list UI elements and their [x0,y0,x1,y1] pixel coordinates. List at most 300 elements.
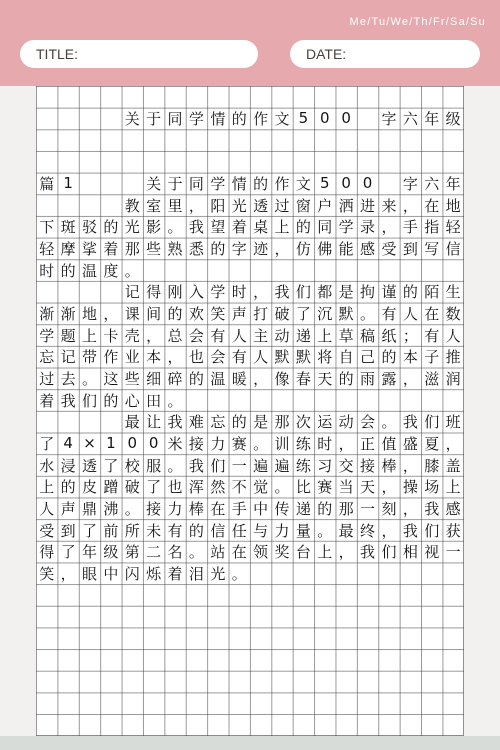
grid-cell [229,129,250,151]
grid-cell [400,693,421,715]
grid-cell: 着 [39,391,55,410]
grid-cell: 。 [188,543,204,562]
grid-cell [79,584,100,606]
grid-cell: 将 [317,348,333,367]
grid-cell: 站 [210,543,226,562]
grid-cell: 在 [231,543,247,562]
grid-cell [357,259,378,281]
grid-cell: 忘 [210,413,226,432]
grid-cell: 也 [188,348,204,367]
essay-line [36,259,464,281]
grid-cell: 光 [124,218,140,237]
grid-cell: 。 [167,218,183,237]
grid-cell: 台 [295,543,311,562]
grid-cell [335,129,356,151]
grid-cell: 不 [231,478,247,497]
grid-cell [164,628,185,650]
grid-cell: 洒 [338,196,354,215]
essay-line [36,281,464,303]
grid-cell: 光 [210,564,226,583]
grid-cell: 数 [445,304,461,323]
grid-cell: 己 [360,348,376,367]
grid-cell [207,628,228,650]
grid-cell: 六 [424,174,440,193]
grid-cell [442,563,463,585]
grid-cell [229,86,250,108]
grid-cell [100,714,121,736]
grid-cell [143,671,164,693]
grid-cell: ， [445,434,461,453]
essay-line [36,389,464,411]
grid-cell [100,129,121,151]
grid-cell: 二 [146,543,162,562]
grid-cell: 悉 [188,239,204,258]
grid-cell [378,649,399,671]
grid-cell: 眼 [81,564,97,583]
grid-cell: ， [274,239,290,258]
grid-cell [79,151,100,173]
grid-cell: 露 [381,369,397,388]
grid-cell: 0 [341,109,351,128]
grid-cell: 的 [253,174,269,193]
grid-cell: 最 [338,521,354,540]
grid-cell [250,129,271,151]
grid-cell [293,259,314,281]
grid-cell: 摩 [60,239,76,258]
grid-cell [378,563,399,585]
grid-cell [143,86,164,108]
grid-cell [57,628,78,650]
grid-cell [335,693,356,715]
grid-cell: ， [381,218,397,237]
grid-cell: 轻 [445,218,461,237]
grid-cell [164,649,185,671]
grid-cell: 推 [445,348,461,367]
grid-cell: 字 [381,109,397,128]
grid-cell: 的 [210,239,226,258]
grid-cell: 是 [253,413,269,432]
grid-cell [335,389,356,411]
grid-cell: 0 [362,174,373,193]
grid-cell [314,563,335,585]
grid-cell: 人 [445,326,461,345]
grid-cell: 字 [402,174,418,193]
grid-cell: 课 [124,304,140,323]
grid-cell [79,86,100,108]
grid-cell: 服 [146,456,162,475]
grid-cell: 动 [338,413,354,432]
grid-cell [335,563,356,585]
grid-cell [186,649,207,671]
grid-cell [442,259,463,281]
grid-cell [100,281,121,303]
grid-cell: 透 [253,196,269,215]
grid-cell: 声 [231,304,247,323]
grid-cell [143,714,164,736]
grid-cell: ， [338,434,354,453]
grid-cell: 。 [124,499,140,518]
grid-cell: 操 [402,478,418,497]
grid-cell [400,129,421,151]
grid-cell: 。 [167,391,183,410]
grid-cell: 们 [295,283,311,302]
grid-cell: 同 [317,218,333,237]
grid-cell [186,151,207,173]
grid-cell: 前 [103,521,119,540]
grid-cell: 我 [360,543,376,562]
grid-cell [79,649,100,671]
grid-cell [122,628,143,650]
grid-cell [335,714,356,736]
grid-cell: 校 [124,456,140,475]
grid-cell: 训 [274,434,290,453]
grid-cell: 得 [39,543,55,562]
grid-cell [36,649,57,671]
grid-cell [271,714,292,736]
grid-cell: 碎 [167,369,183,388]
grid-cell: 笑 [210,304,226,323]
grid-cell [100,411,121,433]
essay-line [36,173,464,195]
grid-cell: 卡 [103,326,119,345]
grid-cell [378,259,399,281]
grid-cell: 。 [167,456,183,475]
essay-line [36,346,464,368]
grid-cell: 任 [231,521,247,540]
grid-cell [314,693,335,715]
grid-cell: 上 [317,543,333,562]
grid-cell: 室 [146,196,162,215]
essay-line [36,584,464,606]
grid-cell: 水 [39,456,55,475]
grid-cell [79,194,100,216]
grid-cell: 。 [381,413,397,432]
grid-cell: 盛 [402,434,418,453]
grid-cell: 值 [381,434,397,453]
grid-cell: 遍 [253,456,269,475]
grid-cell [421,714,442,736]
grid-cell: ； [402,326,418,345]
grid-cell [271,86,292,108]
grid-cell: ， [188,196,204,215]
grid-cell: 当 [338,478,354,497]
essay-line [36,129,464,151]
grid-cell: 学 [39,326,55,345]
grid-cell [421,389,442,411]
grid-cell [400,649,421,671]
grid-cell: 力 [167,499,183,518]
essay-line [36,411,464,433]
grid-cell: 春 [295,369,311,388]
grid-cell: 滋 [424,369,440,388]
grid-cell: 子 [424,348,440,367]
grid-cell [442,151,463,173]
grid-cell [314,389,335,411]
grid-cell [250,606,271,628]
grid-cell: 手 [231,499,247,518]
grid-cell [293,693,314,715]
grid-cell [250,563,271,585]
grid-cell [293,606,314,628]
grid-cell: 人 [231,326,247,345]
grid-cell: 所 [124,521,140,540]
grid-cell [400,584,421,606]
grid-cell: 破 [124,478,140,497]
grid-cell: 人 [253,348,269,367]
grid-cell [36,628,57,650]
grid-cell: 六 [402,109,418,128]
essay-line [36,606,464,628]
grid-cell: 斑 [60,218,76,237]
grid-cell: 烁 [146,564,162,583]
grid-cell: ， [253,369,269,388]
grid-cell: 沉 [317,304,333,323]
grid-cell: 间 [146,304,162,323]
grid-cell: 情 [231,174,247,193]
grid-cell: 了 [103,456,119,475]
grid-cell [400,671,421,693]
grid-cell: 我 [402,413,418,432]
grid-cell [79,714,100,736]
grid-cell: 阳 [210,196,226,215]
grid-cell: ， [381,478,397,497]
grid-cell [100,649,121,671]
grid-cell [271,259,292,281]
grid-cell: 5 [298,109,309,128]
grid-cell: 觉 [253,478,269,497]
grid-cell [164,86,185,108]
grid-cell: 递 [295,326,311,345]
grid-cell: 拘 [360,283,376,302]
essay-line [36,671,464,693]
grid-cell [271,129,292,151]
grid-cell: 户 [317,196,333,215]
grid-cell: 0 [341,174,351,193]
essay-line [36,238,464,260]
grid-cell: 皮 [81,478,97,497]
grid-cell: 上 [39,478,55,497]
grid-cell: 场 [424,478,440,497]
grid-cell [229,606,250,628]
grid-cell [293,129,314,151]
title-field[interactable]: TITLE: [20,40,258,68]
grid-cell [207,606,228,628]
grid-cell [442,628,463,650]
grid-cell: 一 [231,456,247,475]
grid-cell: 仿 [295,239,311,258]
grid-cell [57,86,78,108]
essay-line [36,714,464,736]
grid-cell [293,86,314,108]
grid-cell [293,714,314,736]
grid-cell: 练 [295,456,311,475]
grid-cell: 的 [167,304,183,323]
grid-cell: 们 [424,521,440,540]
grid-cell: 窗 [295,196,311,215]
grid-cell [357,108,378,130]
grid-cell [122,606,143,628]
grid-cell: 本 [146,348,162,367]
grid-cell: 。 [231,564,247,583]
grid-cell [229,693,250,715]
grid-cell: 默 [274,348,290,367]
grid-cell [186,671,207,693]
grid-cell [400,259,421,281]
grid-cell [229,649,250,671]
grid-cell: 我 [424,499,440,518]
essay-line [36,541,464,563]
essay-line [36,194,464,216]
grid-cell: 一 [445,543,461,562]
grid-cell [57,151,78,173]
grid-cell: 然 [210,478,226,497]
grid-cell: 草 [338,326,354,345]
grid-cell: 光 [231,196,247,215]
grid-cell [143,259,164,281]
grid-cell: 力 [210,434,226,453]
grid-cell: 运 [317,413,333,432]
weekday-selector[interactable]: Me/Tu/We/Th/Fr/Sa/Su [349,16,486,28]
grid-cell [36,606,57,628]
grid-cell [57,649,78,671]
grid-cell: 的 [231,109,247,128]
grid-cell [186,693,207,715]
essay-line [36,303,464,325]
grid-cell [100,693,121,715]
grid-cell: 上 [274,218,290,237]
grid-cell [378,86,399,108]
grid-cell [100,584,121,606]
grid-cell [293,389,314,411]
grid-cell: 。 [81,369,97,388]
grid-cell: 刻 [381,499,397,518]
grid-cell: 受 [39,521,55,540]
grid-cell: 教 [124,196,140,215]
grid-cell: 度 [103,261,119,280]
grid-cell [400,151,421,173]
grid-cell [207,389,228,411]
essay-line [36,454,464,476]
grid-cell [79,281,100,303]
grid-cell: 人 [39,499,55,518]
grid-cell: 作 [103,348,119,367]
grid-cell: 那 [338,499,354,518]
grid-cell: 透 [81,456,97,475]
grid-cell: 我 [167,413,183,432]
grid-cell [250,86,271,108]
grid-cell: 记 [124,283,140,302]
grid-cell: 能 [338,239,354,258]
grid-cell: 细 [146,369,162,388]
grid-cell [378,693,399,715]
grid-cell: 雨 [360,369,376,388]
essay-line [36,498,464,520]
grid-cell: 录 [360,218,376,237]
grid-cell: 赛 [317,478,333,497]
grid-cell: 年 [445,174,461,193]
grid-cell [357,86,378,108]
grid-cell [442,584,463,606]
grid-cell: 的 [402,283,418,302]
grid-cell: 在 [424,196,440,215]
grid-cell: 文 [295,174,311,193]
grid-cell: 些 [124,369,140,388]
grid-cell [122,714,143,736]
grid-cell: 们 [81,391,97,410]
grid-cell [122,671,143,693]
grid-cell: ， [381,521,397,540]
grid-cell [186,606,207,628]
grid-cell [186,389,207,411]
grid-cell [442,86,463,108]
grid-cell: 迹 [253,239,269,258]
grid-cell [164,151,185,173]
grid-cell [421,693,442,715]
grid-cell: 难 [188,413,204,432]
grid-cell [250,628,271,650]
grid-cell: 的 [60,261,76,280]
grid-cell [229,259,250,281]
grid-cell [271,584,292,606]
grid-cell: 欢 [188,304,204,323]
grid-cell [164,693,185,715]
date-field[interactable]: DATE: [290,40,480,68]
grid-cell: 于 [146,109,162,128]
grid-cell: 地 [445,196,461,215]
grid-cell: 相 [402,543,418,562]
grid-cell: 有 [424,326,440,345]
grid-cell: 有 [210,326,226,345]
grid-cell [79,693,100,715]
grid-cell [36,151,57,173]
grid-cell [79,108,100,130]
grid-cell: 闪 [124,564,140,583]
grid-cell: 桌 [253,218,269,237]
grid-cell [229,714,250,736]
grid-cell: 着 [167,564,183,583]
grid-cell [57,671,78,693]
grid-cell: 过 [39,369,55,388]
grid-cell [421,649,442,671]
grid-cell: 名 [167,543,183,562]
footer-band [0,736,500,750]
grid-cell: 浑 [188,478,204,497]
grid-cell: ， [402,196,418,215]
grid-cell [335,259,356,281]
grid-cell [100,628,121,650]
grid-cell: 那 [274,413,290,432]
grid-cell: 佛 [317,239,333,258]
grid-cell: 到 [60,521,76,540]
grid-cell [100,108,121,130]
grid-cell [79,628,100,650]
grid-cell: 刚 [167,283,183,302]
grid-cell [36,129,57,151]
grid-cell [164,259,185,281]
grid-cell: 作 [274,174,290,193]
grid-cell: 渐 [39,304,55,323]
grid-cell: 蹭 [103,478,119,497]
grid-cell [100,194,121,216]
grid-cell [57,194,78,216]
grid-cell: 遍 [274,456,290,475]
grid-cell: 上 [445,478,461,497]
grid-cell: 中 [253,499,269,518]
grid-cell: 同 [188,174,204,193]
grid-cell: 田 [146,391,162,410]
grid-cell [357,129,378,151]
grid-cell: 篇 [39,174,55,193]
